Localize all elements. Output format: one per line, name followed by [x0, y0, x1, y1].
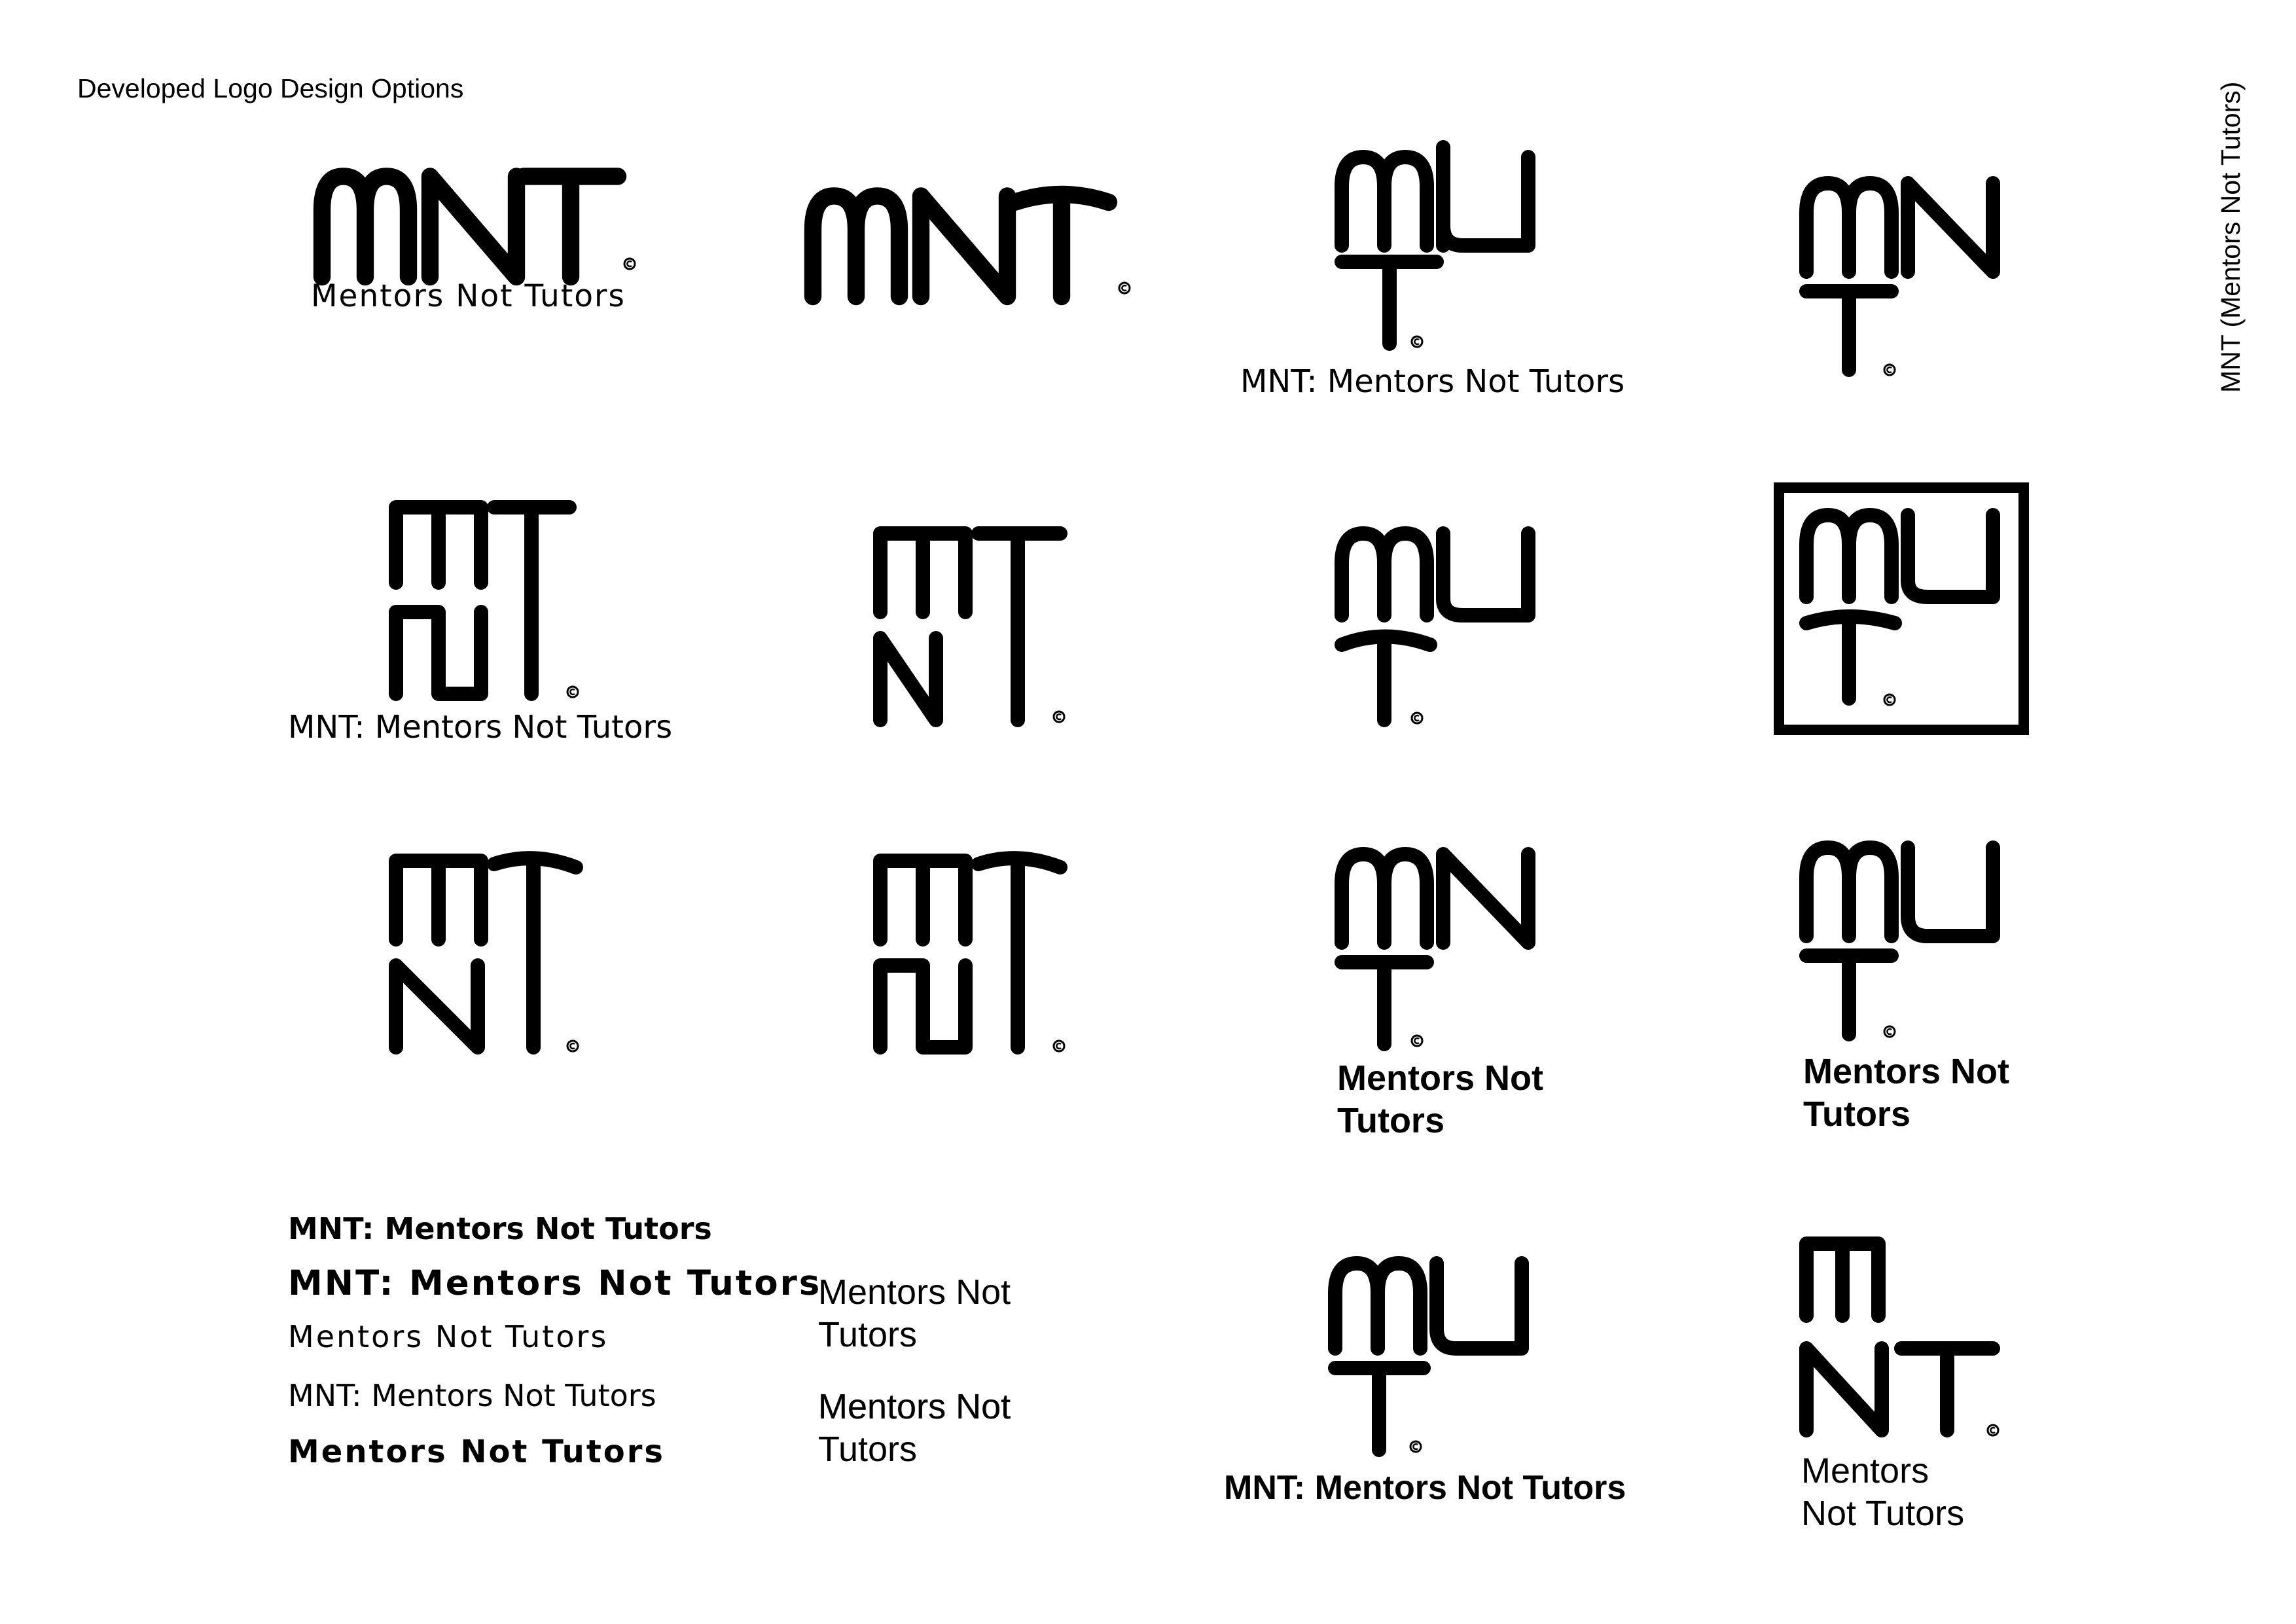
logo-option-5-mark [386, 497, 583, 707]
logo-option-12-tagline [1803, 1051, 2009, 1136]
logo-option-5-tagline: MNT: Mentors Not Tutors [288, 709, 673, 746]
stacked-specimen-line-1: Mentors Not [818, 1272, 1011, 1312]
tagline-line-1: Mentors Not [1803, 1052, 2009, 1091]
vertical-caption: MNT (Mentors Not Tutors) [2215, 81, 2246, 393]
logo-option-1-tagline: Mentors Not Tutors [311, 278, 626, 314]
logo-option-8-mark [1774, 482, 2036, 738]
tagline-line-2: Not Tutors [1801, 1494, 1965, 1533]
logo-option-13-mark [1325, 1254, 1541, 1463]
tagline-line-1: Mentors Not [1337, 1058, 1543, 1098]
logo-option-11-mark [1332, 844, 1548, 1054]
logo-option-6-mark [870, 524, 1073, 733]
stacked-specimen-1 [818, 1271, 1011, 1356]
page-title: Developed Logo Design Options [77, 73, 464, 103]
logo-option-14-mark [1797, 1234, 2013, 1443]
logo-option-14-tagline [1801, 1450, 1964, 1535]
logo-option-4-mark [1797, 173, 2013, 383]
tagline-line-1: Mentors [1801, 1451, 1929, 1490]
type-specimen-4: MNT: Mentors Not Tutors [288, 1378, 656, 1413]
stacked-specimen-line-2: Tutors [818, 1315, 918, 1354]
logo-option-3-tagline: MNT: Mentors Not Tutors [1240, 363, 1625, 400]
logo-option-13-tagline: MNT: Mentors Not Tutors [1224, 1469, 1626, 1507]
logo-option-10-mark [870, 851, 1073, 1060]
type-specimen-3: Mentors Not Tutors [288, 1319, 609, 1354]
logo-option-11-tagline [1337, 1057, 1543, 1142]
type-specimen-5: Mentors Not Tutors [288, 1434, 665, 1470]
logo-option-3-mark [1332, 147, 1548, 357]
logo-option-9-mark [386, 851, 589, 1060]
tagline-line-2: Tutors [1803, 1094, 1910, 1134]
tagline-line-2: Tutors [1337, 1101, 1444, 1140]
stacked-specimen-line-2: Tutors [818, 1430, 918, 1469]
stacked-specimen-line-1: Mentors Not [818, 1387, 1011, 1426]
logo-option-1-mark [308, 160, 641, 278]
logo-option-2-mark [798, 180, 1139, 298]
type-specimen-1: MNT: Mentors Not Tutors [288, 1211, 712, 1246]
type-specimen-2: MNT: Mentors Not Tutors [288, 1263, 822, 1303]
logo-option-12-mark [1797, 838, 2013, 1047]
stacked-specimen-2 [818, 1386, 1011, 1471]
logo-option-7-mark [1332, 524, 1548, 733]
